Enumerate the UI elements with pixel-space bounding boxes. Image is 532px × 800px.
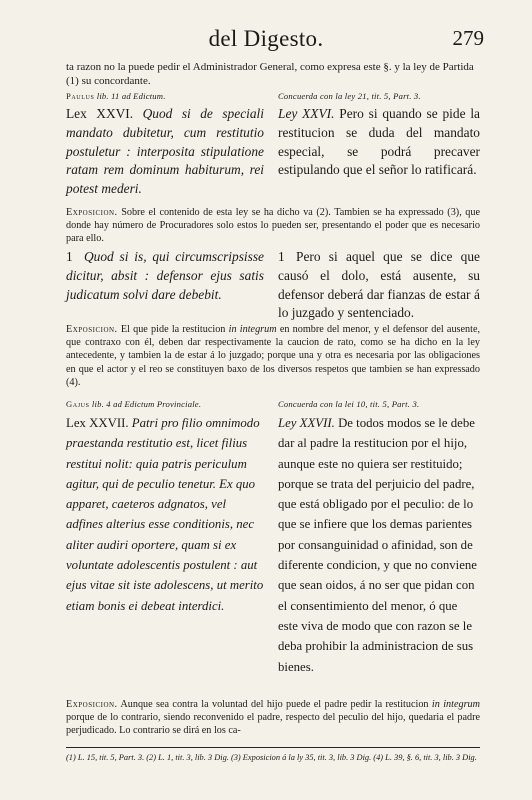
exposicion-italic: in integrum [228, 324, 277, 335]
exposicion-label: Exposicion. [66, 207, 118, 218]
section-number: 1 [278, 249, 285, 264]
running-header-title: del Digesto. [208, 26, 324, 51]
lex26-latin-text [66, 105, 264, 199]
source-work: lib. 11 ad Edictum. [96, 91, 166, 101]
lex-number: Lex XXVII. [66, 416, 129, 430]
lex-body: Quod si de speciali mandato dubitetur, cum restitutio postuletur : interposita stipulatione ratam rem dominum habiturum, rei potest mederi. [66, 106, 264, 197]
source-author: Paulus [66, 91, 95, 101]
lex27-source-latin [66, 399, 264, 409]
exposicion-text-a: Aunque sea contra la voluntad del hijo puede el padre pedir la restitucion [120, 699, 429, 710]
source-work: lib. 4 ad Edictum Provinciale. [91, 399, 202, 409]
ley-body: Pero si quando se pide la restitucion se duda del mandato especial, se podrá precaver estipulando que el señor lo ratificará. [278, 106, 480, 178]
section-body: Quod si is, qui circumscripsisse dicitur, absit : defensor ejus satis judicatum solvi dare debebit. [66, 249, 264, 302]
lex27-latin-text [66, 413, 264, 616]
ley-body: De todos modos se le debe dar al padre la restitucion por el hijo, aunque este no quiera ser restituido; porque se trata del perjuicio del padre, que está obligado por el peculio: de lo que se infiere que los demas parientes por consanguinidad o afinidad, son de diferente condicion, y que no conviene que sean oidos, á no ser que pidan con el consentimiento del menor, ó que este viva de modo que con razon se le deba prohibir la administracion de sus bienes. [278, 416, 477, 674]
page-number: 279 [452, 26, 484, 50]
source-author: Gajus [66, 399, 90, 409]
exposicion-italic: in integrum [431, 699, 480, 710]
section1-spanish-text [278, 248, 480, 323]
continuation-paragraph: ta razon no la puede pedir el Administrador General, como expresa este §. y la ley de Partida (1) su concordante. [66, 61, 474, 87]
exposicion-text-b: porque de lo contrario, siendo reconvenido el padre, respecto del peculio del hijo, quedaria el padre perjudicado. Lo contrario se dirá en los ca- [66, 712, 480, 737]
lex26-source-spanish: Concuerda con la ley 21, tit. 5, Part. 3. [278, 91, 421, 101]
lex27-source-spanish: Concuerda con la lei 10, tit. 5, Part. 3. [278, 399, 420, 409]
exposicion-label: Exposicion. [66, 699, 118, 710]
exposicion-text: Sobre el contenido de esta ley se ha dicho va (2). Tambien se ha expressado (3), que donde hay número de Procuradores solo estos lo pueden ser, presentando el poder que es necesario para ello. [66, 207, 481, 245]
exposicion-paragraph-1 [66, 206, 480, 246]
section-number: 1 [66, 249, 73, 264]
exposicion-text-a: El que pide la restitucion [120, 324, 226, 335]
ley-number: Ley XXVI. [278, 106, 335, 121]
exposicion-text-b: en nombre del menor, y el defensor del ausente, que contraxo con él, deben dar respectivamente la caucion de rato, como se ha dicho en la ley antecedente, y tambien la de estar á lo juzgado; porque una y otra es necesaria por las obligaciones en que el actor y el reo se constituyen baxo de los diversos respetos que tambien se han expressado (4). [66, 324, 481, 388]
section1-latin-text [66, 248, 264, 304]
exposicion-label: Exposicion. [66, 324, 118, 335]
lex26-source-latin [66, 91, 264, 101]
lex27-spanish-text [278, 413, 480, 677]
footnote-divider [66, 747, 480, 748]
lex26-spanish-text [278, 105, 480, 180]
exposicion-paragraph-2 [66, 323, 480, 389]
exposicion-paragraph-3 [66, 698, 480, 738]
section-body: Pero si aquel que se dice que causó el dolo, está ausente, su defensor deberá dar fianzas de estar á lo juzgado y sentenciado. [278, 249, 480, 321]
ley-number: Ley XXVII. [278, 416, 335, 430]
lex-body: Patri pro filio omnimodo praestanda restitutio est, licet filius restitui nolit: quia patris periculum agitur, qui de peculio tenetur. Ex quo apparet, caeteros adgnatos, vel adfines alterius esse conditionis, nec aliter audiri oportere, quam si ex voluntate adolescentis postulent : aut ejus vitae sit iste adolescens, ut merito etiam bonis ei debeat interdici. [66, 416, 264, 613]
footnotes: (1) L. 15, tit. 5, Part. 3. (2) L. 1, tit. 3, lib. 3 Dig. (3) Exposicion á la ly 35, tit. 3, lib. 3 Dig. (4) L. 39, §. 6, tit. 3, lib. 3 Dig. [66, 753, 477, 762]
lex-number: Lex XXVI. [66, 106, 134, 121]
